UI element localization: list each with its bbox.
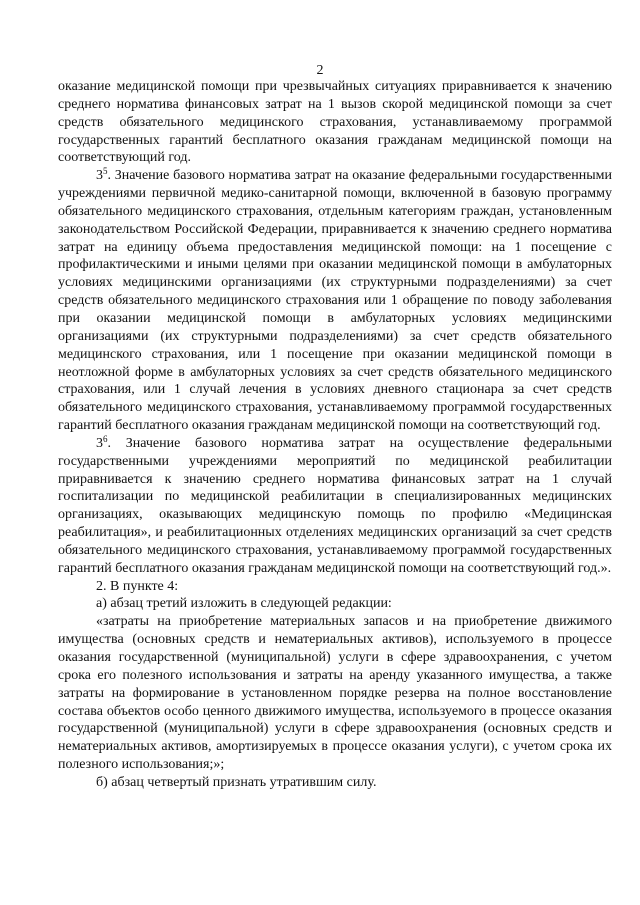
paragraph-ambulance-norm: оказание медицинской помощи при чрезвычайных ситуациях приравнивается к значению среднего норматива финансовых затрат на 1 вызов скорой медицинской помощи за счет средств обязательного медицинского страхования, устанавливаемому программой государственных гарантий бесплатного оказания гражданам медицинской помощи на соответствующий год. [58,79,612,166]
clause-text: . Значение базового норматива затрат на осуществление федеральными государственными учреждениями мероприятий по медицинской реабилитации приравнивается к значению среднего норматива финансовых затрат на 1 случай госпитализации по медицинской реабилитации в специализированных медицинских организациях, оказывающих медицинскую помощь по профилю «Медицинская реабилитация», и реабилитационных отделениях медицинских организаций за счет средств обязательного медицинского страхования, устанавливаемому программой государственных гарантий бесплатного оказания гражданам медицинской помощи на соответствующий год.». [58,435,612,576]
clause-text: . Значение базового норматива затрат на оказание федеральными государственными учреждениями первичной медико-санитарной помощи, включенной в базовую программу обязательного медицинского страхования, отдельным категориям граждан, установленным законодательством Российской Федерации, приравнивается к значению среднего норматива затрат на единицу объема предоставления медицинской помощи: на 1 посещение с профилактическими и иными целями при оказании медицинской помощи в амбулаторных условиях медицинскими организациями (их структурными подразделениями) за счет средств обязательного медицинского страхования или 1 обращение по поводу заболевания при оказании медицинской помощи в амбулаторных условиях медицинскими организациями (их структурными подразделениями) за счет средств обязательного медицинского страхования, или 1 посещение при оказании медицинской помощи в неотложной форме в амбулаторных условиях за счет средств обязательного медицинского страхования, или 1 случай лечения в условиях дневного стационара за счет средств обязательного медицинского страхования, устанавливаемому программой государственных гарантий бесплатного оказания гражданам медицинской помощи на соответствующий год. [58,168,612,434]
clause-number: 3 [96,435,103,451]
paragraph-3-6 [58,435,612,578]
paragraph-item-2: 2. В пункте 4: [96,578,179,594]
paragraph-quoted-text: «затраты на приобретение материальных запасов и на приобретение движимого имущества (основных средств и нематериальных активов), используемого в процессе оказания государственной (муниципальной) услуги в сфере здравоохранения, с учетом срока его полезного использования и затраты на аренду указанного имущества, а также затраты на формирование в установленном порядке резерва на полное восстановление состава объектов особо ценного движимого имущества, используемого в процессе оказания государственной (муниципальной) услуги в сфере здравоохранения (основных средств и нематериальных активов, амортизируемых в процессе оказания услуги), с учетом срока их полезного использования;»; [58,614,612,773]
page-number: 2 [316,63,324,78]
paragraph-subitem-b: б) абзац четвертый признать утратившим силу. [96,774,377,790]
clause-superscript: 6 [103,433,108,444]
paragraph-subitem-a: а) абзац третий изложить в следующей редакции: [96,596,392,612]
clause-number: 3 [96,168,103,184]
paragraph-3-5 [58,167,612,435]
document-body [58,78,612,792]
clause-superscript: 5 [103,166,108,177]
